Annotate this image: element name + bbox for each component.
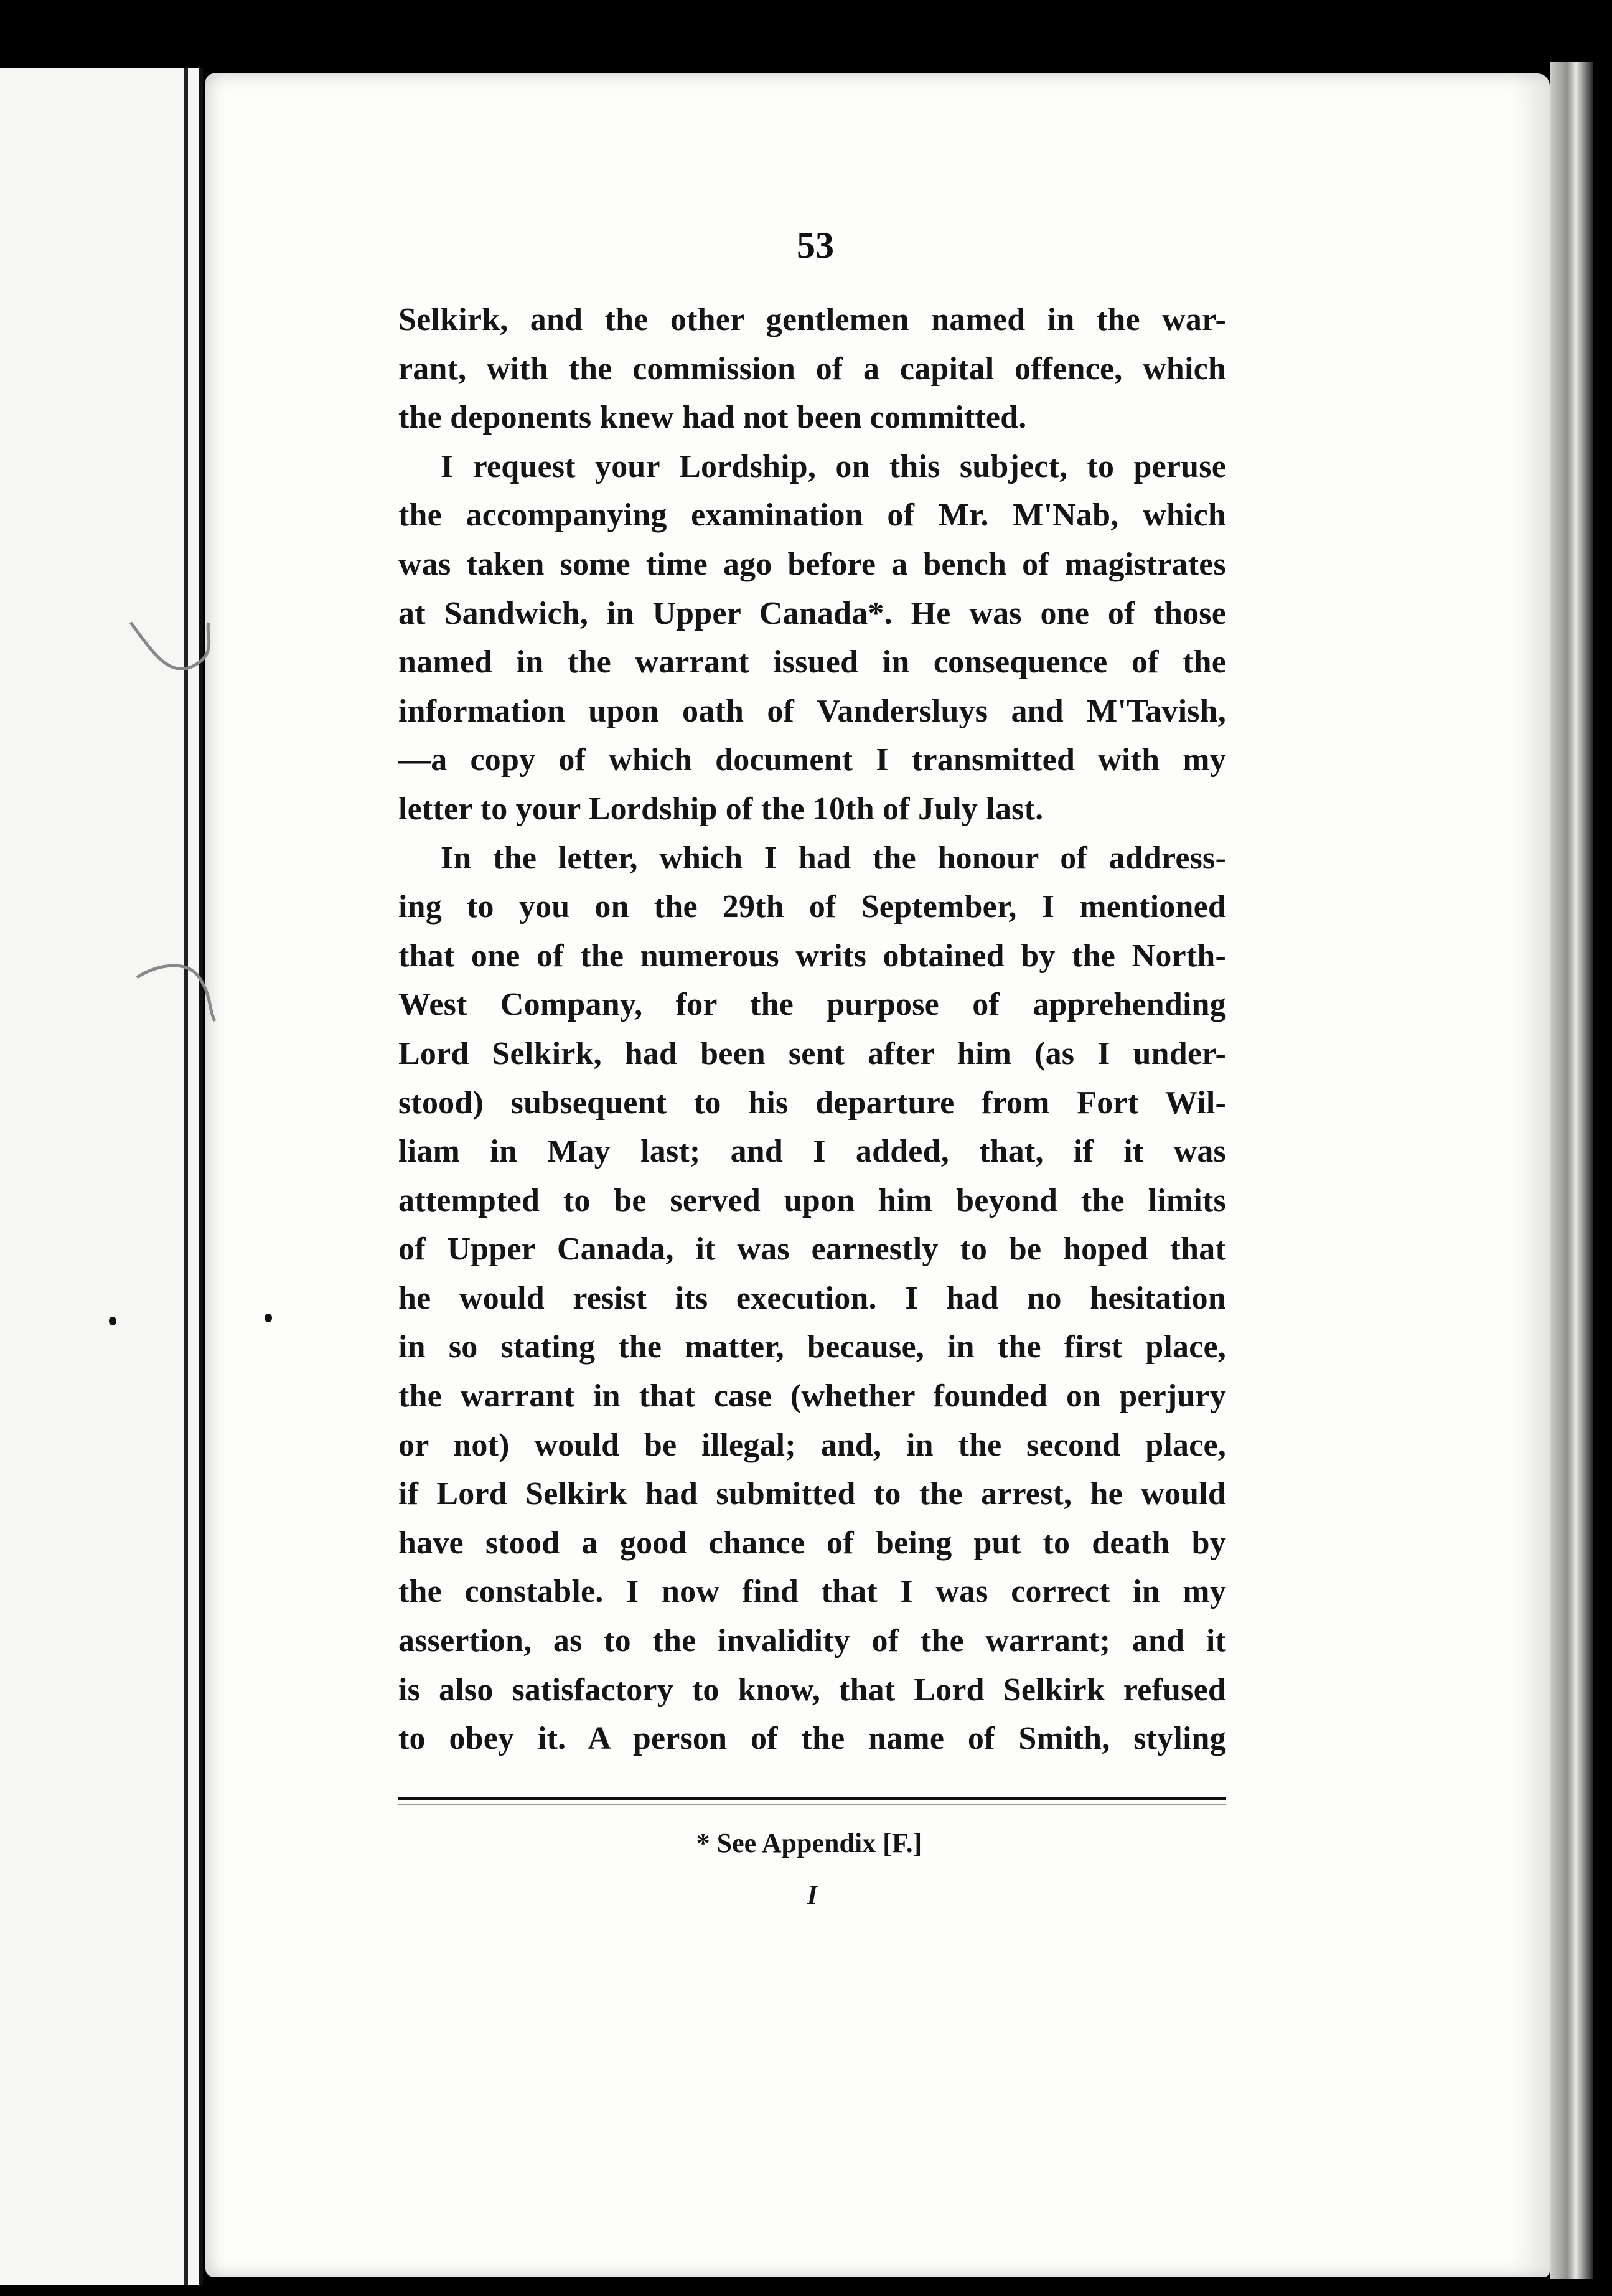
text-line: —a copy of which document I transmitted with my <box>398 742 1226 778</box>
text-line: he would resist its execution. I had no hesitation <box>398 1280 1226 1316</box>
text-line: the deponents knew had not been committed. <box>398 400 1027 436</box>
text-line: Selkirk, and the other gentlemen named in the war- <box>398 302 1226 337</box>
binding-thread-upper <box>124 610 212 685</box>
text-line: In the letter, which I had the honour of address- <box>441 840 1226 876</box>
text-line: the warrant in that case (whether founded on perjury <box>398 1378 1226 1414</box>
text-line: rant, with the commission of a capital offence, which <box>398 351 1226 387</box>
text-line: liam in May last; and I added, that, if it was <box>398 1134 1226 1170</box>
text-line: I request your Lordship, on this subject, to peruse <box>441 448 1226 484</box>
footnote-rule-faint <box>398 1804 1226 1805</box>
page-number: 53 <box>797 225 834 266</box>
text-line: attempted to be served upon him beyond the limits <box>398 1182 1226 1218</box>
text-line: information upon oath of Vandersluys and M'Tavish, <box>398 693 1226 729</box>
binding-thread-lower <box>131 953 218 1027</box>
text-line: ing to you on the 29th of September, I mentioned <box>398 889 1226 925</box>
text-line: assertion, as to the invalidity of the warrant; and it <box>398 1623 1226 1659</box>
text-line: in so stating the matter, because, in the first place, <box>398 1329 1226 1365</box>
text-line: that one of the numerous writs obtained by the North- <box>398 938 1226 974</box>
binding-hole-right <box>265 1314 272 1322</box>
text-line: letter to your Lordship of the 10th of July last. <box>398 791 1044 827</box>
text-line: stood) subsequent to his departure from Fort Wil- <box>398 1084 1226 1121</box>
text-line: to obey it. A person of the name of Smith, styling <box>398 1721 1226 1757</box>
facing-page-edge <box>0 68 203 2285</box>
binding-hole-left <box>109 1317 116 1325</box>
text-line: if Lord Selkirk had submitted to the arrest, he would <box>398 1476 1226 1512</box>
text-line: the accompanying examination of Mr. M'Nab, which <box>398 497 1226 534</box>
text-line: was taken some time ago before a bench of magistrates <box>398 546 1226 582</box>
text-line: at Sandwich, in Upper Canada*. He was one of those <box>398 595 1226 631</box>
text-line: of Upper Canada, it was earnestly to be hoped that <box>398 1231 1226 1268</box>
text-line: is also satisfactory to know, that Lord Selkirk refused <box>398 1672 1226 1708</box>
text-line: named in the warrant issued in consequence of the <box>398 644 1226 680</box>
signature-mark: I <box>807 1880 818 1910</box>
text-line: have stood a good chance of being put to death by <box>398 1525 1226 1561</box>
footnote: * See Appendix [F.] <box>696 1828 922 1858</box>
text-line: West Company, for the purpose of apprehending <box>398 987 1226 1023</box>
body-text <box>398 296 1226 1764</box>
book-edge <box>1550 62 1593 2279</box>
text-line: the constable. I now find that I was correct in my <box>398 1574 1226 1610</box>
footnote-rule <box>398 1797 1226 1800</box>
text-line: or not) would be illegal; and, in the second place, <box>398 1427 1226 1463</box>
text-line: Lord Selkirk, had been sent after him (as I under- <box>398 1035 1226 1071</box>
